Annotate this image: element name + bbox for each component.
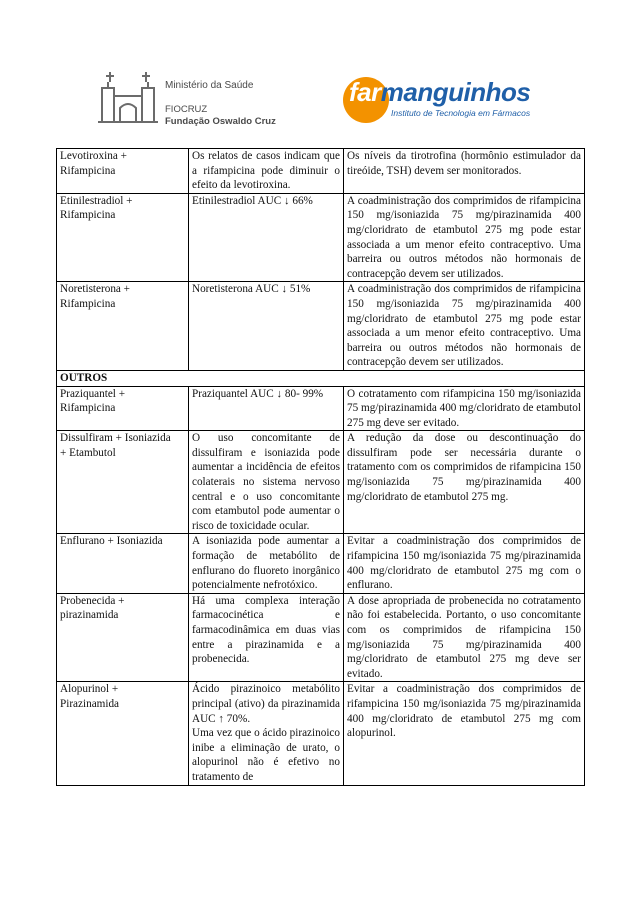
drug-cell (57, 386, 189, 431)
recommendation-cell (344, 282, 585, 371)
recommendation-cell (344, 431, 585, 534)
drug-cell-text: Enflurano + Isoniazida (60, 535, 163, 548)
interaction-table (56, 148, 585, 786)
farmanguinhos-subtitle: Instituto de Tecnologia em Fármacos (391, 108, 531, 118)
foundation-name: Fundação Oswaldo Cruz (165, 116, 276, 127)
interaction-table-body (57, 149, 585, 786)
effect-cell (189, 534, 344, 593)
drug-cell (57, 534, 189, 593)
effect-cell (189, 282, 344, 371)
drug-cell-text: Probenecida + pirazinamida (60, 594, 125, 622)
effect-cell-text: Os relatos de casos indicam que a rifampicina pode diminuir o efeito da levotiroxina. (192, 150, 340, 192)
recommendation-cell (344, 149, 585, 194)
table-row (57, 193, 585, 282)
recommendation-cell-text: A coadministração dos comprimidos de rifampicina 150 mg/isoniazida 75 mg/pirazinamida 400 mg/cloridrato de etambutol 275 mg pode estar associada a um menor efeito contraceptivo. Uma barreira ou outros métodos não hormonais de contracepção devem ser utilizados. (347, 283, 581, 369)
drug-cell (57, 149, 189, 194)
drug-cell (57, 682, 189, 785)
table-row (57, 386, 585, 431)
recommendation-cell-text: A dose apropriada de probenecida no cotratamento não foi estabelecida. Portanto, o uso concomitante com os comprimidos de rifampicina 150 mg/isoniazida 75 mg/pirazinamida 400 mg/cloridrato de etambutol 275 mg deve ser evitado. (347, 594, 581, 680)
effect-cell-text: A isoniazida pode aumentar a formação de metabólito de enflurano do fluoreto inorgânico potencialmente nefrotóxico. (192, 535, 340, 592)
table-row (57, 149, 585, 194)
recommendation-cell (344, 193, 585, 282)
recommendation-cell-text: Evitar a coadministração dos comprimidos de rifampicina 150 mg/isoniazida 75 mg/pirazinamida 400 mg/cloridrato de etambutol 275 mg com o enflurano. (347, 535, 581, 592)
drug-cell (57, 193, 189, 282)
effect-cell (189, 149, 344, 194)
effect-cell-text: O uso concomitante de dissulfiram e isoniazida pode aumentar a incidência de efeitos colaterais no sistema nervoso central e o uso concomitante com etambutol pode aumentar o risco de toxicidade ocular. (192, 432, 340, 532)
effect-cell-text: Etinilestradiol AUC ↓ 66% (192, 194, 313, 207)
table-row (57, 282, 585, 371)
drug-cell (57, 431, 189, 534)
recommendation-cell (344, 593, 585, 682)
effect-cell-text: Há uma complexa interação farmacocinética e farmacodinâmica em duas vias entre a pirazinamida e a probenecida. (192, 594, 340, 666)
section-title: OUTROS (57, 370, 585, 386)
drug-cell (57, 593, 189, 682)
recommendation-cell (344, 386, 585, 431)
effect-cell-text: Noretisterona AUC ↓ 51% (192, 283, 311, 296)
farmanguinhos-wordmark (349, 77, 530, 108)
wordmark-rest: manguinhos (380, 77, 531, 107)
recommendation-cell-text: Evitar a coadministração dos comprimidos de rifampicina 150 mg/isoniazida 75 mg/pirazinamida 400 mg/cloridrato de etambutol 275 mg com alopurinol. (347, 683, 581, 740)
effect-cell (189, 386, 344, 431)
effect-cell (189, 593, 344, 682)
effect-cell (189, 431, 344, 534)
table-row (57, 593, 585, 682)
drug-cell-text: Praziquantel + Rifampicina (60, 387, 126, 415)
table-row (57, 431, 585, 534)
farmanguinhos-logo (343, 73, 533, 125)
wordmark-prefix: far (349, 77, 381, 107)
drug-cell (57, 282, 189, 371)
fiocruz-castle-logo (96, 62, 160, 126)
effect-cell-text: Praziquantel AUC ↓ 80- 99% (192, 387, 324, 400)
recommendation-cell (344, 534, 585, 593)
fiocruz-acronym: FIOCRUZ (165, 104, 208, 115)
recommendation-cell (344, 682, 585, 785)
effect-cell-text: Ácido pirazinoico metabólito principal (ativo) da pirazinamida AUC ↑ 70%. Uma vez que o ácido pirazinoico inibe a eliminação de urato, o alopurinol não é efetivo no tratamento de (192, 683, 340, 783)
section-row (57, 370, 585, 386)
ministry-label: Ministério da Saúde (165, 80, 254, 91)
recommendation-cell-text: O cotratamento com rifampicina 150 mg/isoniazida 75 mg/pirazinamida 400 mg/cloridrato de etambutol 275 mg deve ser evitado. (347, 387, 581, 429)
recommendation-cell-text: Os níveis da tirotrofina (hormônio estimulador da tireóide, TSH) devem ser monitorados. (347, 150, 581, 177)
table-row (57, 682, 585, 785)
effect-cell (189, 682, 344, 785)
drug-cell-text: Alopurinol + Pirazinamida (60, 683, 120, 710)
table-row (57, 534, 585, 593)
effect-cell (189, 193, 344, 282)
drug-cell-text: Levotiroxina + Rifampicina (60, 150, 127, 177)
drug-cell-text: Etinilestradiol + Rifampicina (60, 194, 133, 222)
fiocruz-label (165, 104, 276, 128)
drug-cell-text: Noretisterona + Rifampicina (60, 283, 130, 310)
recommendation-cell-text: A redução da dose ou descontinuação do dissulfiram pode ser necessária durante o tratamento com os comprimidos de rifampicina 150 mg/isoniazida 75 mg/pirazinamida 400 mg/cloridrato de etambutol 275 mg. (347, 432, 581, 503)
drug-cell-text: Dissulfiram + Isoniazida + Etambutol (60, 432, 171, 459)
recommendation-cell-text: A coadministração dos comprimidos de rifampicina 150 mg/isoniazida 75 mg/pirazinamida 400 mg/cloridrato de etambutol 275 mg pode estar associada a um menor efeito contraceptivo. Uma barreira ou outros métodos não hormonais de contracepção devem ser utilizados. (347, 194, 581, 280)
page-header (0, 0, 638, 140)
